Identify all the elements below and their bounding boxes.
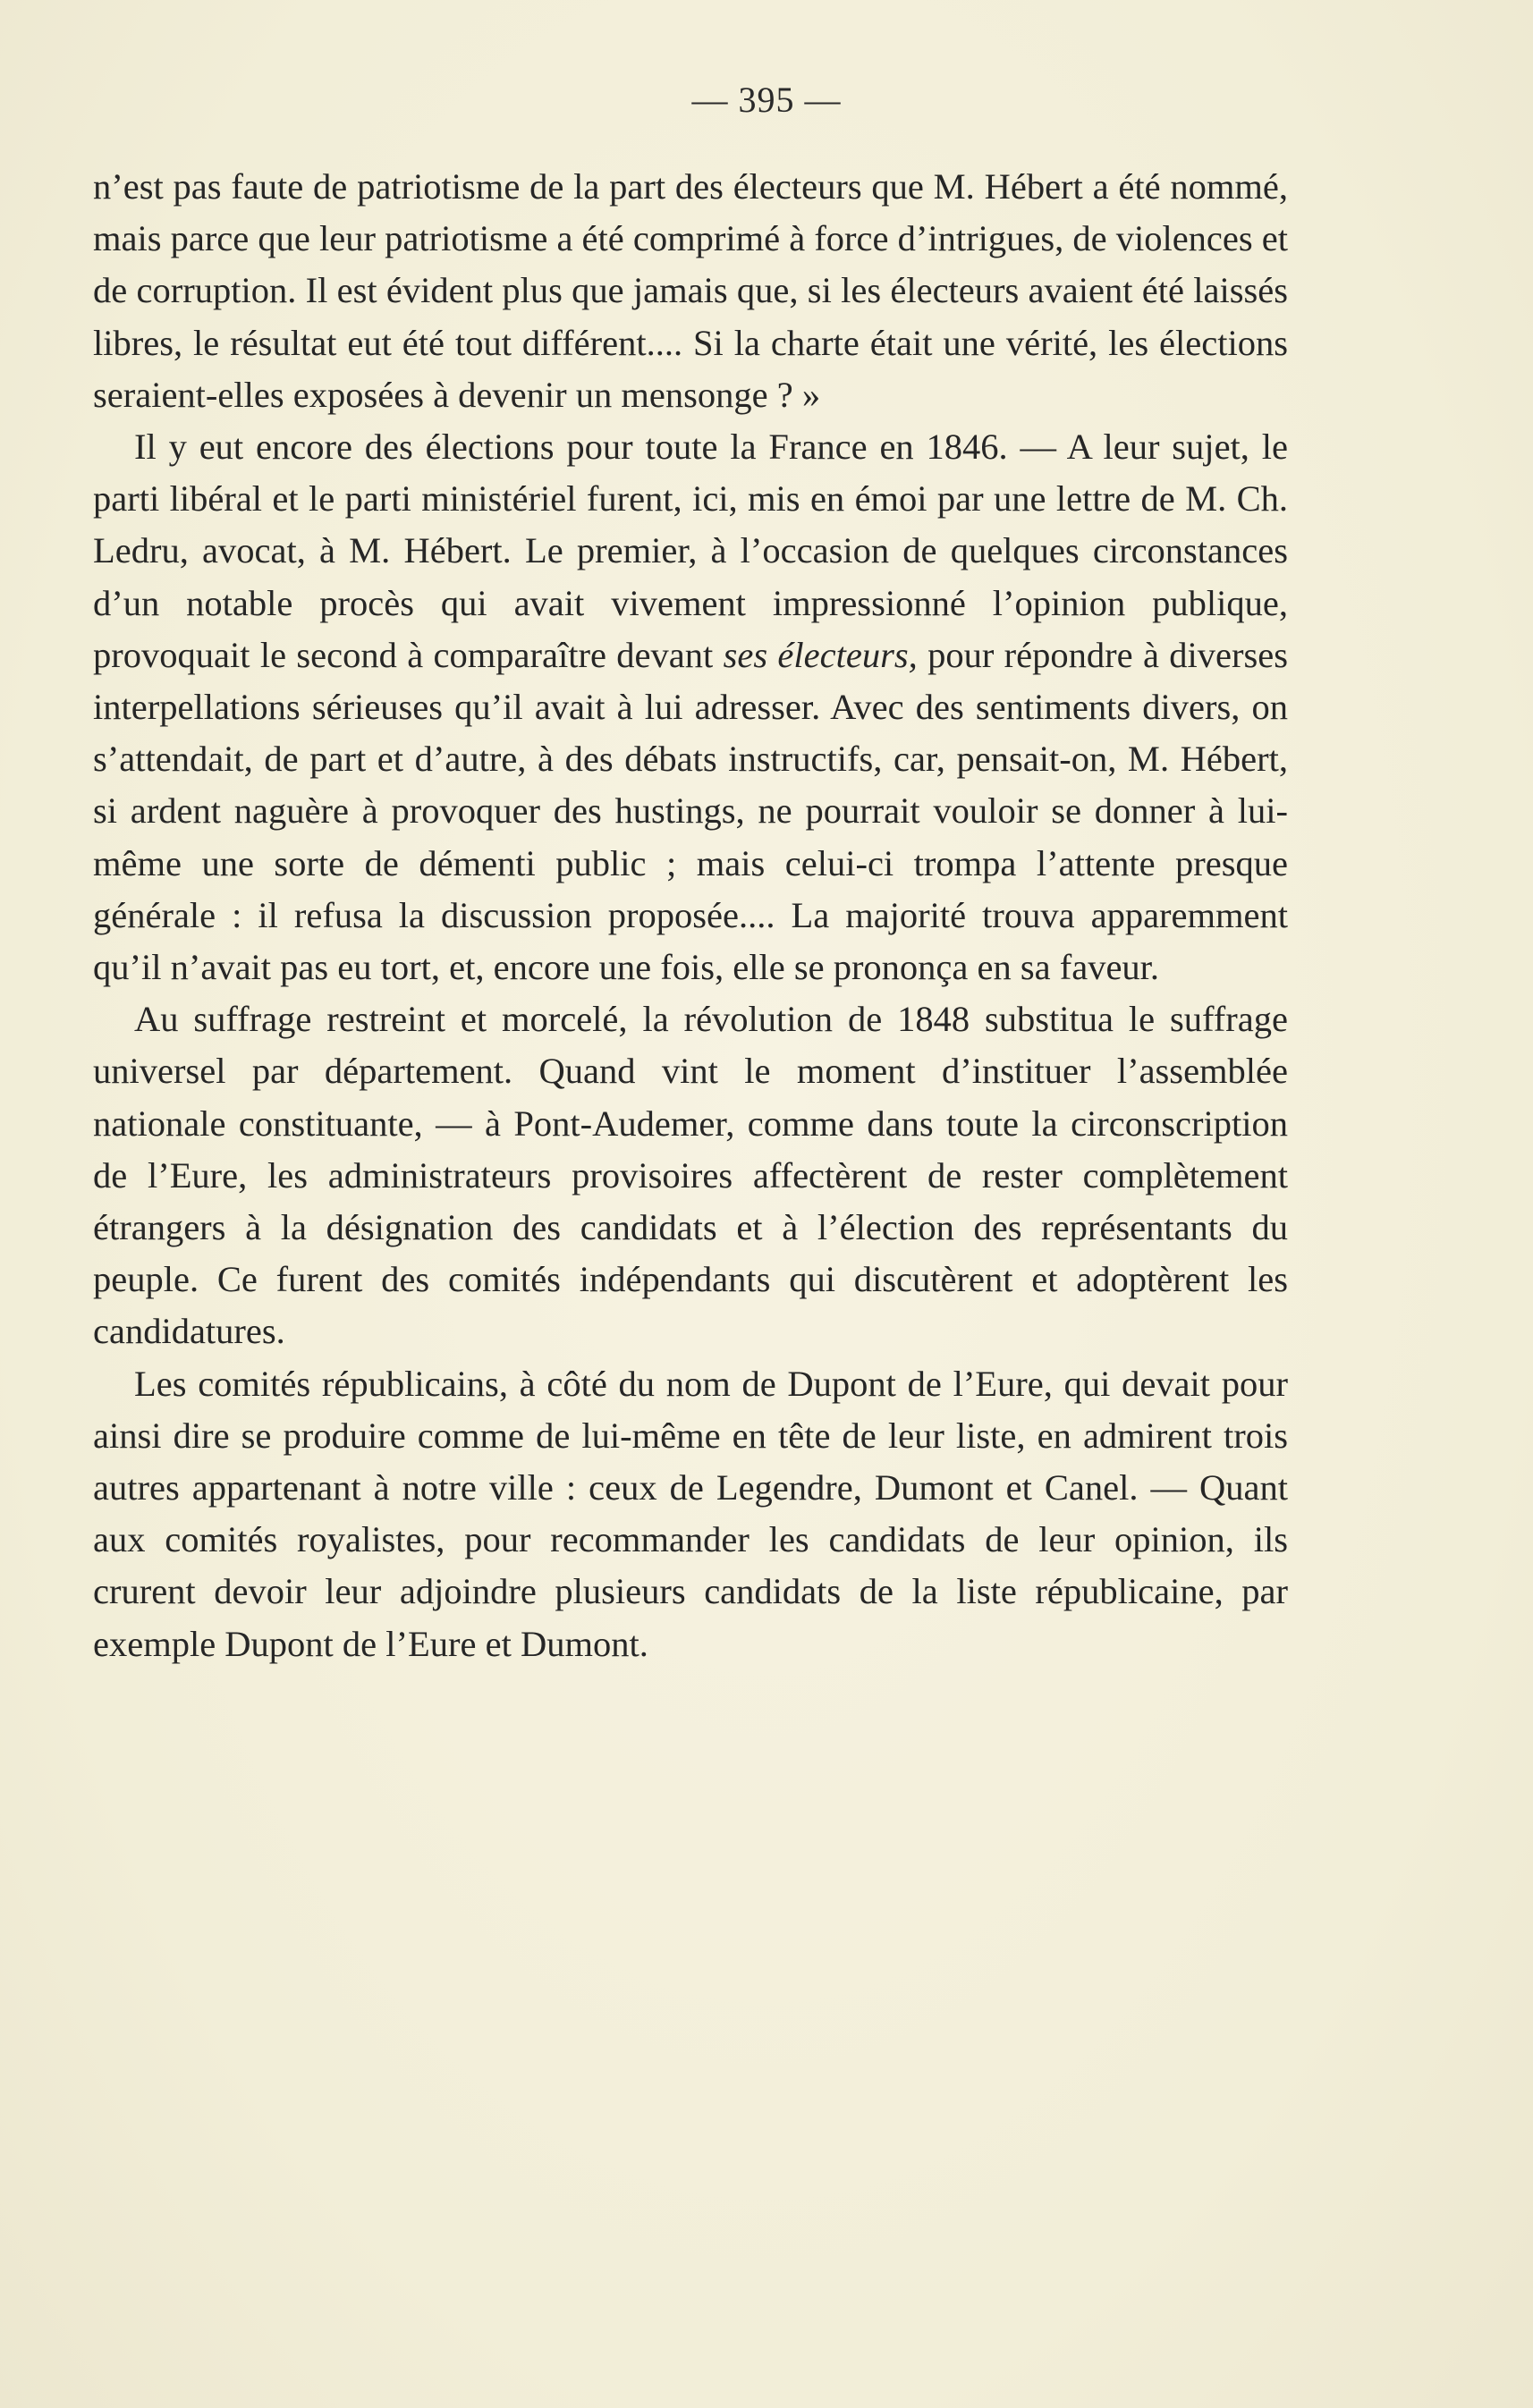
paragraph: Les comités républicains, à côté du nom de Dupont de l’Eure, qui devait pour ainsi dire se produire comme de lui-même en tête de leur liste, en admirent trois autres appartenant à notre ville : ceux de Legendre, Dumont et Canel. — Quant aux comités royalistes, pour recommander les candidats de leur opinion, ils crurent devoir leur adjoindre plusieurs candidats de la liste républicaine, par exemple Dupont de l’Eure et Dumont. bbox=[93, 1363, 1288, 1664]
italic-phrase: ses électeurs, bbox=[723, 634, 918, 675]
body-text bbox=[93, 161, 1288, 1670]
paragraph: n’est pas faute de patriotisme de la part des électeurs que M. Hébert a été nommé, mais parce que leur patriotisme a été comprimé à force d’intrigues, de violences et de corruption. Il est évident plus que jamais que, si les électeurs avaient été laissés libres, le résultat eut été tout différent.... Si la charte était une vérité, les élections seraient-elles exposées à devenir un mensonge ? » bbox=[93, 166, 1288, 415]
paragraph-text: pour répondre à diverses interpellations sérieuses qu’il avait à lui adresser. Avec des sentiments divers, on s’attendait, de part et d’autre, à des débats instructifs, car, pensait-on, M. Hébert, si ardent naguère à provoquer des hustings, ne pourrait vouloir se donner à lui-même une sorte de démenti public ; mais celui-ci trompa l’attente presque générale : il refusa la discussion proposée.... La majorité trouva apparemment qu’il n’avait pas eu tort, et, encore une fois, elle se prononça en sa faveur. bbox=[93, 634, 1288, 988]
paragraph-text: Il y eut encore des élections pour toute la France en 1846. — A leur sujet, le parti libéral et le parti ministériel furent, ici, mis en émoi par une lettre de M. Ch. Ledru, avocat, à M. Hébert. Le premier, à l’occasion de quelques circonstances d’un notable procès qui avait vivement impressionné l’opinion publique, provoquait le second à comparaître devant bbox=[93, 427, 1288, 675]
paragraph bbox=[93, 421, 1288, 993]
paragraph: Au suffrage restreint et morcelé, la révolution de 1848 substitua le suffrage universel par département. Quand vint le moment d’instituer l’assemblée nationale constituante, — à Pont-Audemer, comme dans toute la circonscription de l’Eure, les administrateurs provisoires affectèrent de rester complètement étrangers à la désignation des candidats et à l’élection des représentants du peuple. Ce furent des comités indépendants qui discutèrent et adoptèrent les candidatures. bbox=[93, 999, 1288, 1352]
page-number: — 395 — bbox=[691, 80, 842, 120]
